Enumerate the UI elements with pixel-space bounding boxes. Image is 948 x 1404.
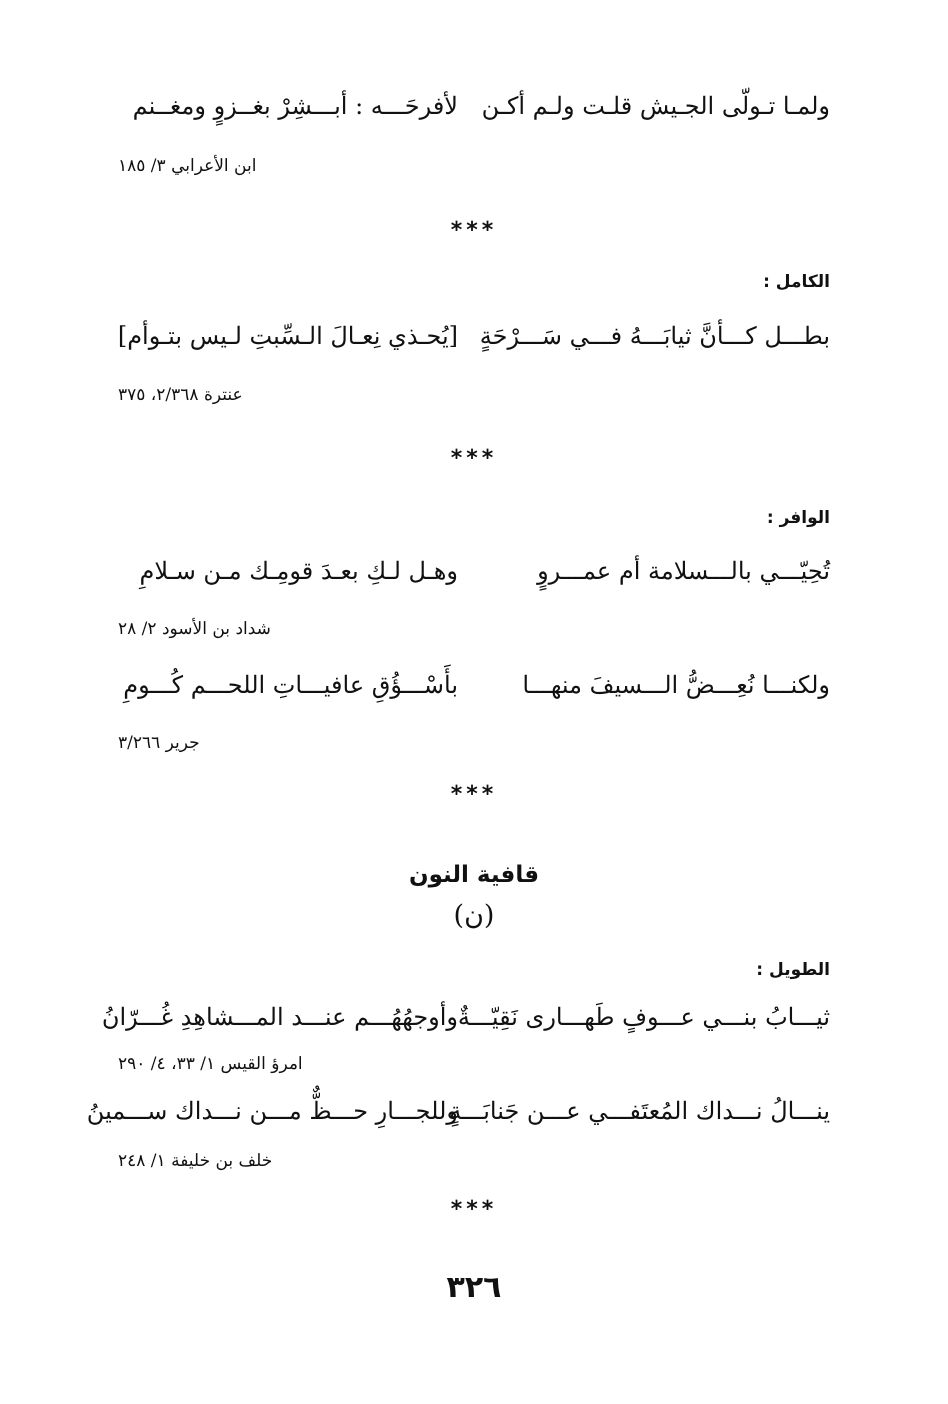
section-title: قافية النون (408, 862, 540, 888)
meter-label-kamil: الكامل : (763, 272, 830, 292)
verse-3-first-hemistich: تُحِيّـــي بالـــسلامة أم عمـــروٍ (537, 557, 830, 585)
verse-5-source: امرؤ القيس ١/ ٣٣، ٤/ ٢٩٠ (118, 1054, 303, 1074)
separator-2: *** (450, 446, 498, 471)
separator-3: *** (450, 782, 498, 807)
verse-2-source: عنترة ٢/٣٦٨، ٣٧٥ (118, 385, 243, 405)
verse-4-first-hemistich: ولكنـــا نُعِـــضُّ الـــسيفَ منهـــا (522, 671, 830, 699)
separator-4: *** (450, 1197, 498, 1222)
verse-1-source: ابن الأعرابي ٣/ ١٨٥ (118, 156, 257, 176)
verse-6-second-hemistich: وللجـــارِ حـــظٌّ مـــن نـــداك ســـمينُ (86, 1097, 458, 1125)
verse-2-second-hemistich: [يُحـذي نِعـالَ الـسِّبتِ لـيس بتـوأم] (117, 322, 458, 350)
verse-3-second-hemistich: وهـل لـكِ بعـدَ قومِـك مـن سـلامِ (139, 557, 458, 585)
separator-1: *** (450, 218, 498, 243)
meter-label-wafir: الوافر : (766, 508, 830, 528)
verse-6-source: خلف بن خليفة ١/ ٢٤٨ (118, 1151, 273, 1171)
verse-4-source: جرير ٣/٢٦٦ (118, 733, 200, 753)
verse-4-second-hemistich: بأَسْـــؤُقِ عافيـــاتِ اللحـــم كُـــومِ (123, 671, 458, 699)
verse-3-source: شداد بن الأسود ٢/ ٢٨ (118, 619, 271, 639)
section-letter: (ن) (453, 900, 495, 931)
page-number: ٣٢٦ (446, 1270, 502, 1305)
meter-label-tawil: الطويل : (756, 960, 830, 980)
verse-5-second-hemistich: وأوجهُهُـــم عنـــد المـــشاهِدِ غُـــرّانُ (101, 1003, 458, 1031)
verse-2-first-hemistich: بطـــل كـــأنَّ ثيابَـــهُ فـــي سَـــرْحَةٍ (479, 322, 830, 350)
verse-1-first-hemistich: ولمـا تـولّى الجـيش قلـت ولـم أكـن (481, 92, 830, 120)
verse-6-first-hemistich: ينـــالُ نـــداك المُعتَفـــي عـــن جَنابَـــةٍ (449, 1097, 830, 1125)
verse-5-first-hemistich: ثيـــابُ بنـــي عـــوفٍ طَهـــارى نَقِيّـــةٌ (457, 1003, 830, 1031)
verse-1-second-hemistich: لأفرحَـــه : أبـــشِرْ بغــزوٍ ومغــنم (132, 92, 458, 120)
